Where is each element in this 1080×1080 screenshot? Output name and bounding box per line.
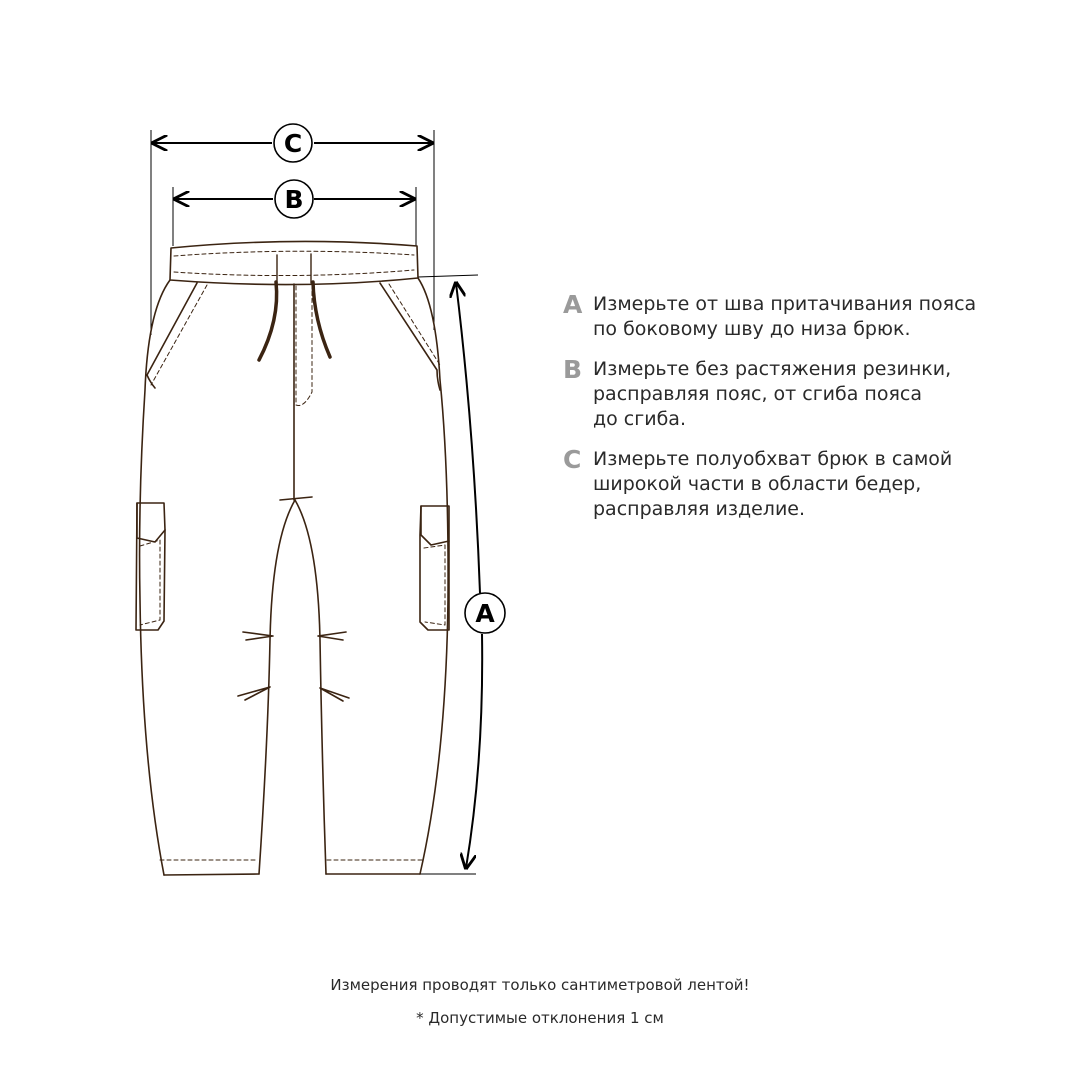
cargo-pocket-left-flap	[137, 503, 165, 542]
cargo-pocket-right-stitch	[424, 545, 445, 625]
instruction-letter: A	[563, 290, 583, 319]
knee-dart-left-lower	[238, 687, 270, 700]
crotch-tack	[280, 497, 312, 500]
footer-tolerance-note: * Допустимые отклонения 1 см	[416, 1009, 664, 1027]
instruction-text: Измерьте полуобхват брюк в самой широкой части в области бедер, расправляя изделие.	[593, 448, 953, 520]
instruction-b	[563, 357, 1043, 432]
instruction-text: Измерьте без растяжения резинки, расправляя пояс, от сгиба пояса до сгиба.	[593, 358, 952, 430]
knee-dart-left-upper	[243, 632, 273, 640]
footer-main-note: Измерения проводят только сантиметровой лентой!	[330, 976, 750, 994]
knee-dart-right-lower	[320, 688, 349, 701]
b-label: B	[284, 185, 304, 214]
drawstring-right	[313, 282, 330, 357]
a-extension-top	[418, 275, 478, 277]
pocket-right	[380, 283, 440, 390]
measurement-b	[173, 180, 416, 246]
waistband-center-tab	[277, 254, 311, 283]
waistband-stitch-top	[174, 251, 414, 256]
a-label: A	[475, 599, 495, 628]
left-leg-outer	[140, 280, 170, 875]
instruction-letter: C	[563, 445, 582, 474]
instruction-c	[563, 447, 1043, 522]
right-leg-outer	[418, 278, 448, 874]
drawstring-left	[259, 282, 277, 360]
waistband-stitch-bottom	[174, 270, 414, 276]
cargo-pocket-right-flap	[421, 506, 449, 545]
instruction-text: Измерьте от шва притачивания пояса по боковому шву до низа брюк.	[593, 293, 977, 340]
pocket-left	[147, 283, 197, 388]
left-leg-inner	[259, 500, 295, 874]
measurement-c	[151, 124, 434, 335]
pocket-right-stitch	[389, 284, 440, 365]
knee-dart-right-upper	[318, 632, 346, 640]
left-leg-hem	[164, 874, 259, 875]
pants-drawing	[136, 241, 449, 875]
a-arrow-upper	[456, 283, 480, 593]
waistband	[170, 241, 418, 284]
cargo-pocket-left-stitch	[140, 540, 160, 625]
right-leg-inner	[295, 500, 326, 874]
instructions-list	[563, 292, 1043, 537]
c-label: C	[283, 129, 303, 158]
a-arrow-lower	[466, 634, 482, 868]
measurement-a	[418, 275, 505, 874]
fly-stitch	[296, 286, 312, 405]
instruction-a	[563, 292, 1043, 342]
instruction-letter: B	[563, 355, 583, 384]
